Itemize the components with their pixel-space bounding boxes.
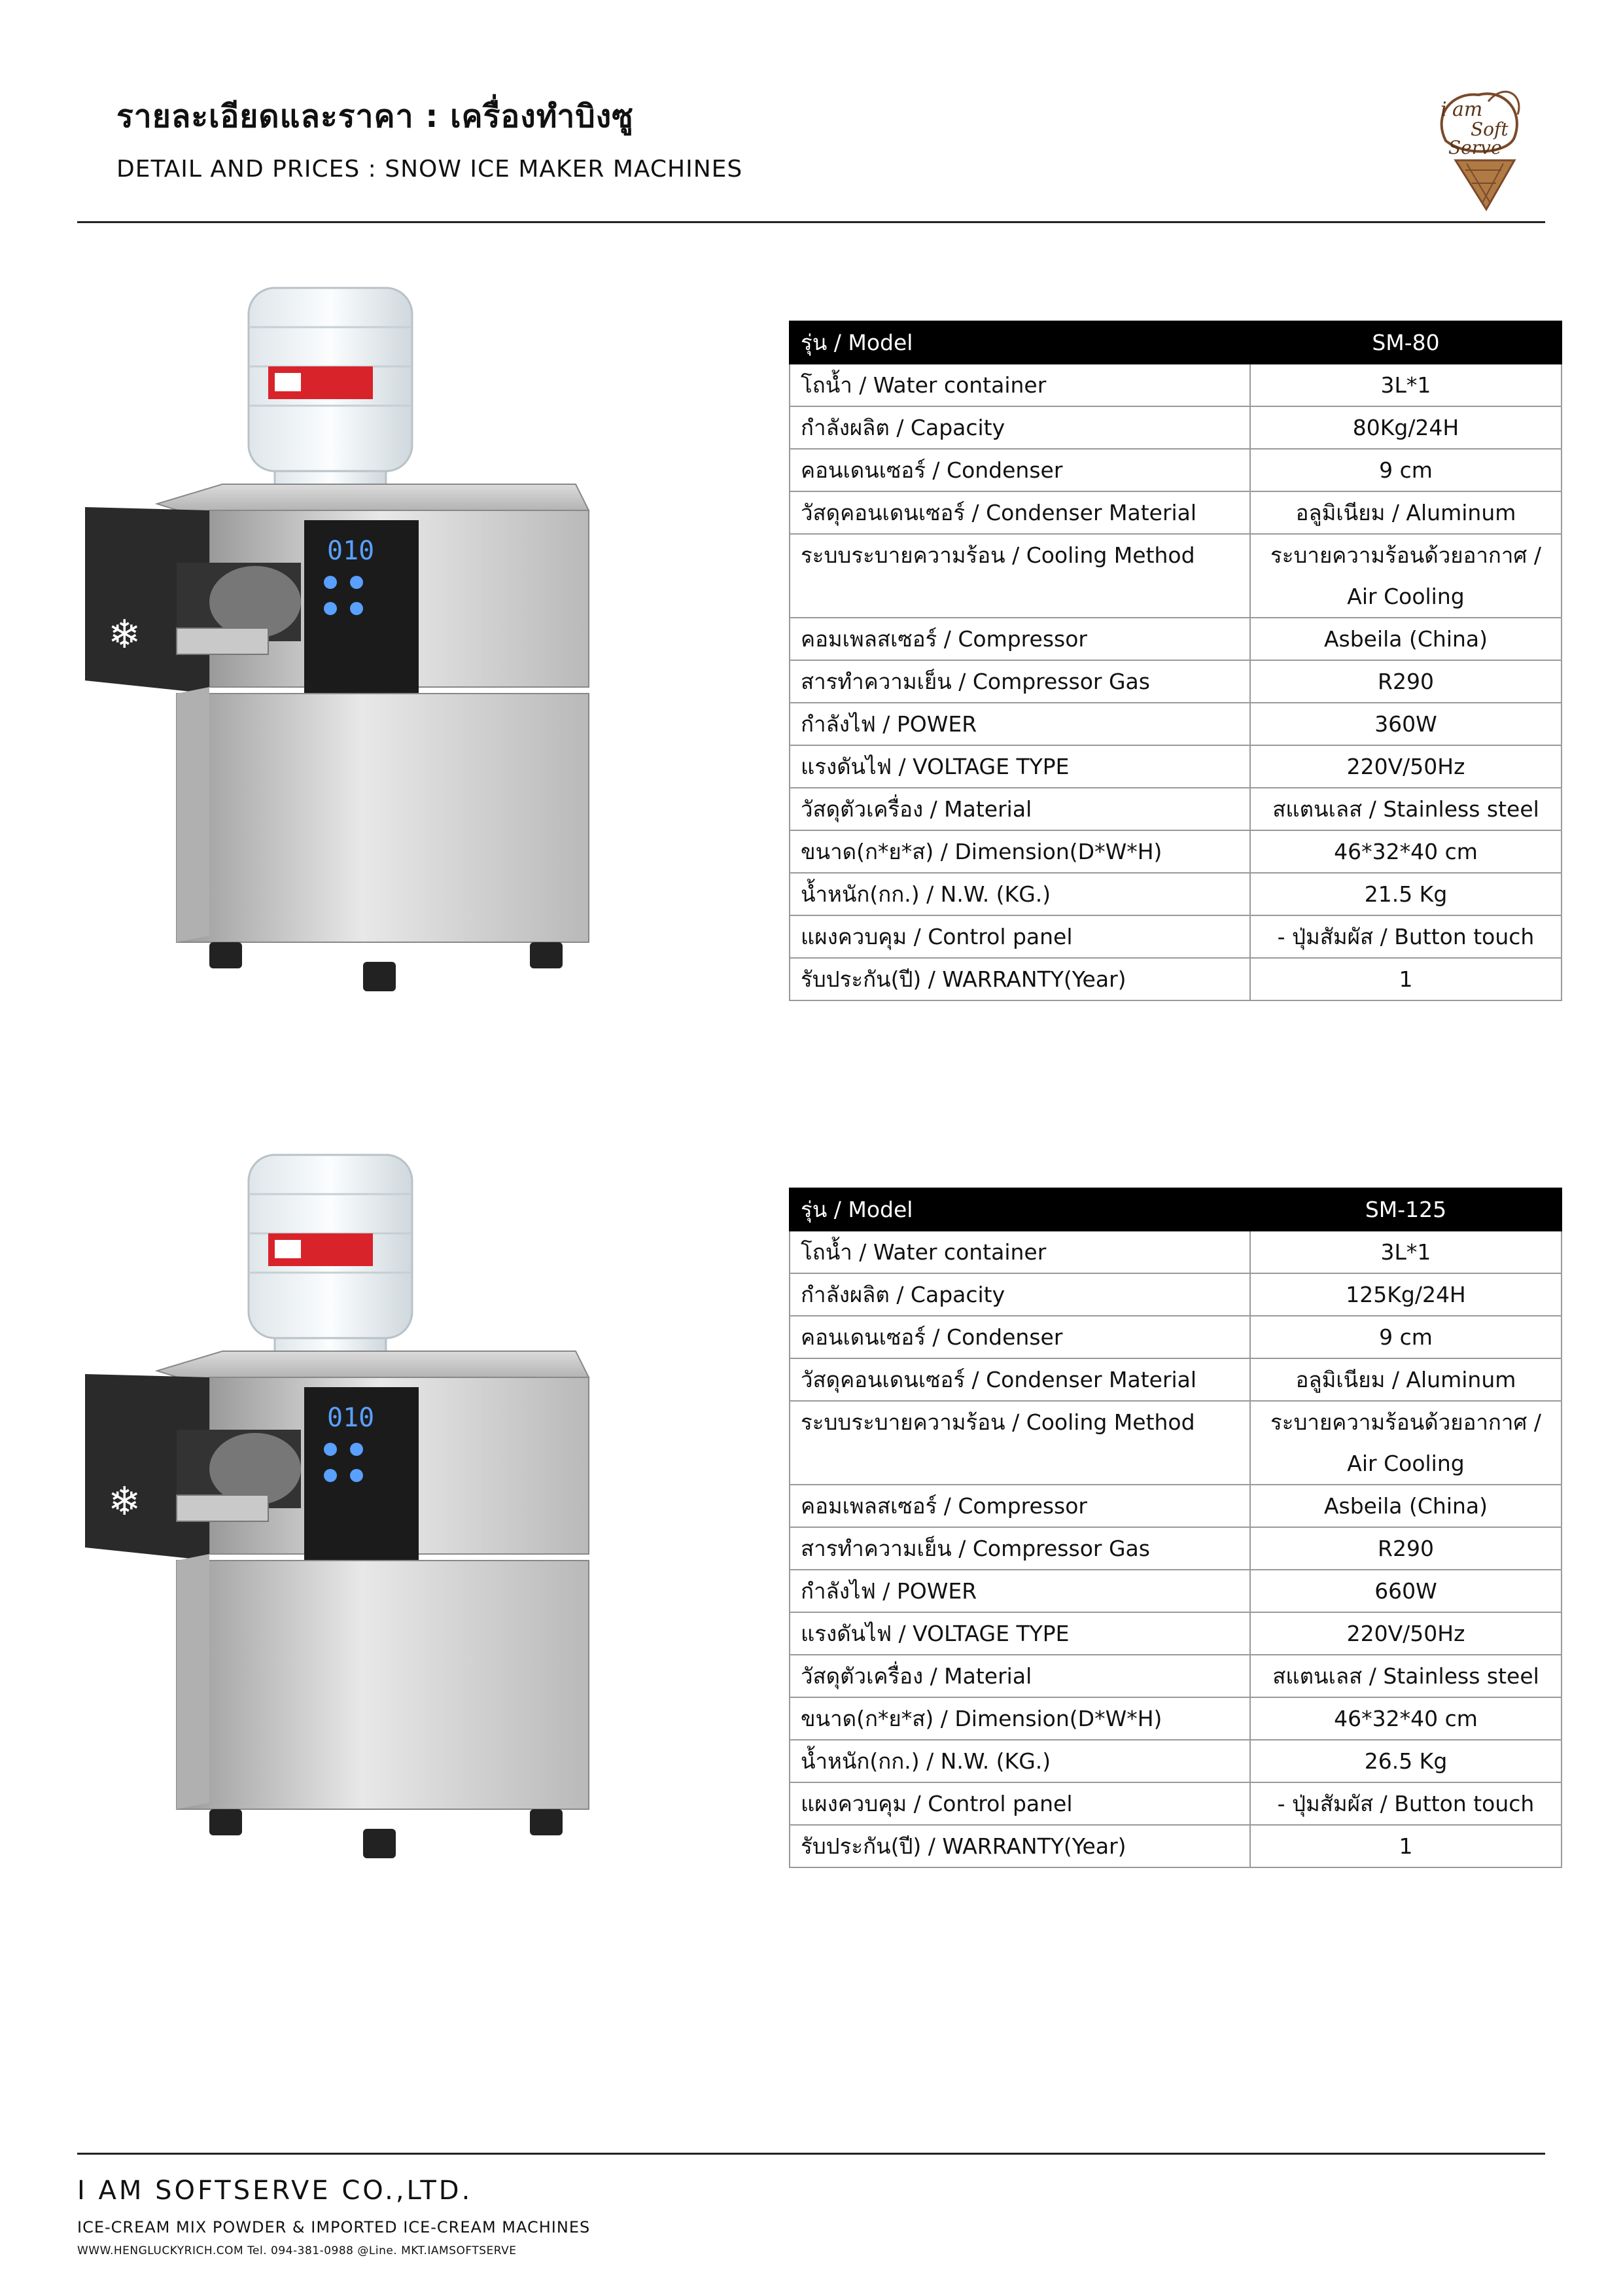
brand-logo: [1426, 75, 1537, 213]
spec-label: วัสดุตัวเครื่อง / Material: [790, 788, 1250, 830]
spec-row: [790, 660, 1562, 703]
spec-label: คอนเดนเซอร์ / Condenser: [790, 1316, 1250, 1358]
spec-row: [790, 788, 1562, 830]
svg-text:❄: ❄: [108, 612, 141, 658]
spec-label: ขนาด(ก*ย*ส) / Dimension(D*W*H): [790, 1697, 1250, 1740]
spec-value: R290: [1250, 1527, 1562, 1570]
spec-row: [790, 618, 1562, 660]
spec-value: อลูมิเนียม / Aluminum: [1250, 491, 1562, 534]
spec-value: R290: [1250, 660, 1562, 703]
spec-label: วัสดุตัวเครื่อง / Material: [790, 1655, 1250, 1697]
spec-row: [790, 406, 1562, 449]
spec-label: ระบบระบายความร้อน / Cooling Method: [790, 534, 1250, 618]
spec-label: น้ำหนัก(กก.) / N.W. (KG.): [790, 1740, 1250, 1782]
spec-value: Asbeila (China): [1250, 618, 1562, 660]
spec-label: คอมเพลสเซอร์ / Compressor: [790, 1485, 1250, 1527]
spec-row: [790, 1655, 1562, 1697]
spec-table-sm-125: [789, 1188, 1562, 1868]
footer-divider: [77, 2153, 1545, 2155]
spec-label: กำลังผลิต / Capacity: [790, 1273, 1250, 1316]
spec-label: แผงควบคุม / Control panel: [790, 1782, 1250, 1825]
spec-label: วัสดุคอนเดนเซอร์ / Condenser Material: [790, 1358, 1250, 1401]
spec-value: 360W: [1250, 703, 1562, 745]
spec-label: แรงดันไฟ / VOLTAGE TYPE: [790, 1612, 1250, 1655]
spec-label: กำลังไฟ / POWER: [790, 1570, 1250, 1612]
svg-text:Soft: Soft: [1471, 118, 1509, 140]
spec-row: [790, 1316, 1562, 1358]
spec-value: 21.5 Kg: [1250, 873, 1562, 915]
spec-label: โถน้ำ / Water container: [790, 364, 1250, 406]
spec-value: 9 cm: [1250, 449, 1562, 491]
spec-row: [790, 1612, 1562, 1655]
spec-row: [790, 1188, 1562, 1231]
spec-label: กำลังผลิต / Capacity: [790, 406, 1250, 449]
spec-label: วัสดุคอนเดนเซอร์ / Condenser Material: [790, 491, 1250, 534]
spec-label: รุ่น / Model: [790, 1188, 1250, 1231]
spec-value: 46*32*40 cm: [1250, 1697, 1562, 1740]
spec-value: 46*32*40 cm: [1250, 830, 1562, 873]
spec-label: กำลังไฟ / POWER: [790, 703, 1250, 745]
spec-row: [790, 873, 1562, 915]
spec-value: Asbeila (China): [1250, 1485, 1562, 1527]
svg-text:Serve: Serve: [1448, 137, 1502, 158]
spec-label: สารทำความเย็น / Compressor Gas: [790, 660, 1250, 703]
product-photo-sm-80: [79, 275, 641, 1027]
spec-row: [790, 1485, 1562, 1527]
spec-row: [790, 745, 1562, 788]
spec-value: ระบายความร้อนด้วยอากาศ / Air Cooling: [1250, 1401, 1562, 1485]
spec-row: [790, 534, 1562, 618]
spec-row: [790, 703, 1562, 745]
spec-row: [790, 321, 1562, 364]
spec-row: [790, 1231, 1562, 1273]
spec-label: ขนาด(ก*ย*ส) / Dimension(D*W*H): [790, 830, 1250, 873]
spec-row: [790, 1740, 1562, 1782]
control-panel-display: 010: [327, 536, 375, 566]
spec-label: แผงควบคุม / Control panel: [790, 915, 1250, 958]
spec-label: สารทำความเย็น / Compressor Gas: [790, 1527, 1250, 1570]
spec-row: [790, 364, 1562, 406]
spec-value: ระบายความร้อนด้วยอากาศ / Air Cooling: [1250, 534, 1562, 618]
spec-label: ระบบระบายความร้อน / Cooling Method: [790, 1401, 1250, 1485]
spec-value: 1: [1250, 958, 1562, 1000]
spec-row: [790, 491, 1562, 534]
spec-value: - ปุ่มสัมผัส / Button touch: [1250, 1782, 1562, 1825]
snow-ice-machine-illustration: [79, 1142, 641, 1894]
spec-value: 26.5 Kg: [1250, 1740, 1562, 1782]
spec-label: คอนเดนเซอร์ / Condenser: [790, 449, 1250, 491]
spec-row: [790, 915, 1562, 958]
spec-row: [790, 830, 1562, 873]
snow-ice-machine-illustration: [79, 275, 641, 1027]
spec-value: 80Kg/24H: [1250, 406, 1562, 449]
spec-label: โถน้ำ / Water container: [790, 1231, 1250, 1273]
spec-row: [790, 1697, 1562, 1740]
page-title-english: DETAIL AND PRICES : SNOW ICE MAKER MACHINES: [116, 156, 743, 183]
spec-value: 660W: [1250, 1570, 1562, 1612]
spec-row: [790, 958, 1562, 1000]
spec-label: รุ่น / Model: [790, 321, 1250, 364]
spec-label: รับประกัน(ปี) / WARRANTY(Year): [790, 1825, 1250, 1867]
spec-value: SM-125: [1250, 1188, 1562, 1231]
spec-label: คอมเพลสเซอร์ / Compressor: [790, 618, 1250, 660]
spec-value: สแตนเลส / Stainless steel: [1250, 1655, 1562, 1697]
spec-row: [790, 1358, 1562, 1401]
spec-row: [790, 1570, 1562, 1612]
spec-value: อลูมิเนียม / Aluminum: [1250, 1358, 1562, 1401]
spec-value: 3L*1: [1250, 1231, 1562, 1273]
svg-text:❄: ❄: [108, 1479, 141, 1525]
svg-text:am: am: [1452, 98, 1483, 121]
spec-value: 220V/50Hz: [1250, 1612, 1562, 1655]
spec-label: รับประกัน(ปี) / WARRANTY(Year): [790, 958, 1250, 1000]
product-photo-sm-125: [79, 1142, 641, 1894]
control-panel-display: 010: [327, 1403, 375, 1433]
spec-value: 1: [1250, 1825, 1562, 1867]
spec-value: 9 cm: [1250, 1316, 1562, 1358]
spec-value: - ปุ่มสัมผัส / Button touch: [1250, 915, 1562, 958]
spec-row: [790, 1401, 1562, 1485]
spec-label: น้ำหนัก(กก.) / N.W. (KG.): [790, 873, 1250, 915]
ice-cream-cone-logo-icon: [1426, 75, 1537, 213]
spec-row: [790, 1273, 1562, 1316]
page-title-thai: รายละเอียดและราคา : เครื่องทำบิงซู: [116, 98, 634, 135]
spec-value: สแตนเลส / Stainless steel: [1250, 788, 1562, 830]
footer-tagline: ICE-CREAM MIX POWDER & IMPORTED ICE-CREAM MACHINES: [77, 2218, 591, 2236]
footer-contact: WWW.HENGLUCKYRICH.COM Tel. 094-381-0988 @Line. MKT.IAMSOFTSERVE: [77, 2244, 517, 2257]
spec-row: [790, 1527, 1562, 1570]
spec-row: [790, 449, 1562, 491]
header-divider: [77, 221, 1545, 223]
spec-value: 220V/50Hz: [1250, 745, 1562, 788]
spec-label: แรงดันไฟ / VOLTAGE TYPE: [790, 745, 1250, 788]
spec-value: SM-80: [1250, 321, 1562, 364]
spec-row: [790, 1825, 1562, 1867]
svg-text:i: i: [1440, 98, 1447, 121]
footer-company-name: I AM SOFTSERVE CO.,LTD.: [77, 2176, 473, 2206]
spec-table-sm-80: [789, 321, 1562, 1001]
spec-value: 125Kg/24H: [1250, 1273, 1562, 1316]
spec-row: [790, 1782, 1562, 1825]
spec-value: 3L*1: [1250, 364, 1562, 406]
